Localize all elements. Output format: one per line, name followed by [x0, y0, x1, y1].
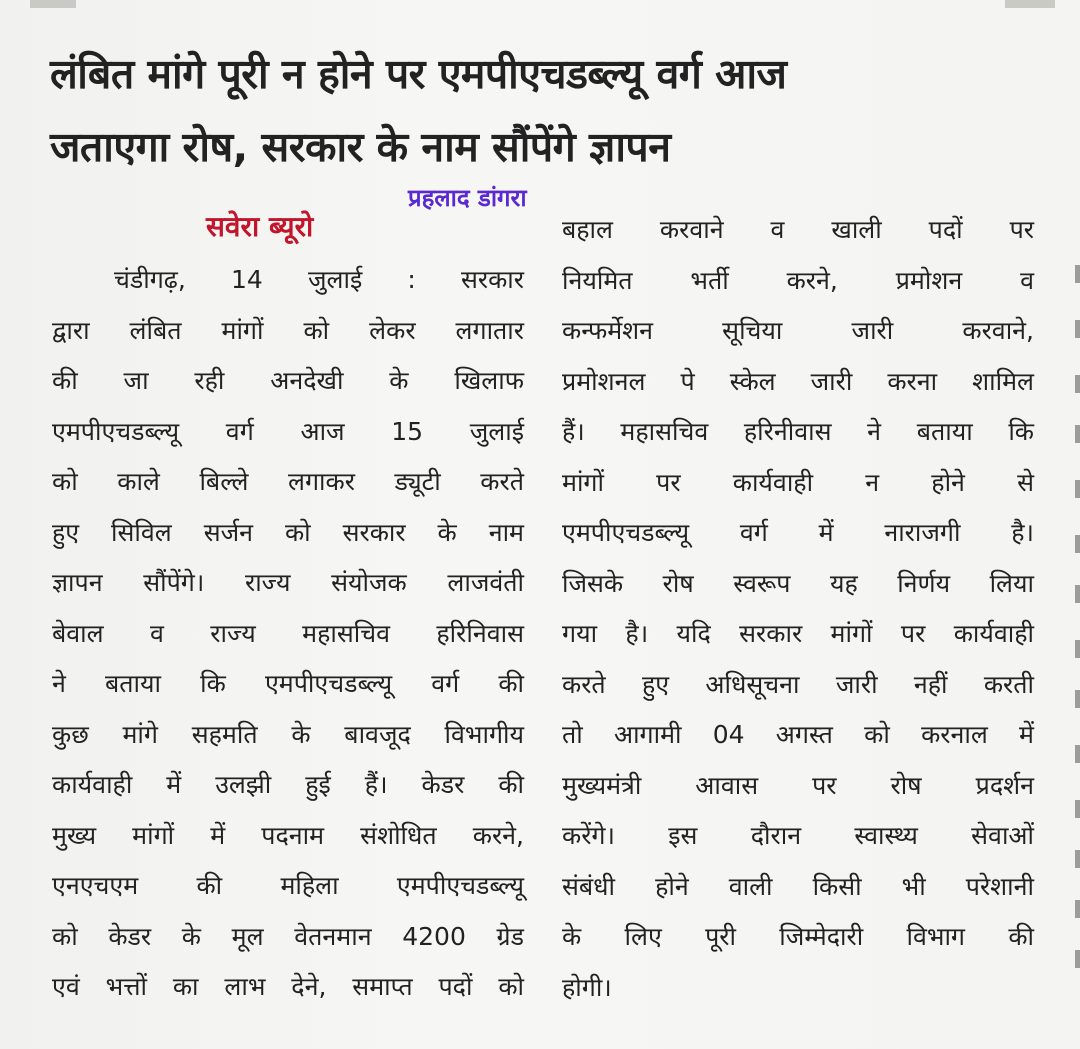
- article-line: की जा रही अनदेखी के खिलाफ: [52, 366, 524, 395]
- article-line: तो आगामी 04 अगस्त को करनाल में: [562, 720, 1034, 749]
- photo-credit: प्रहलाद डांगरा: [408, 184, 527, 212]
- headline-line-2: जताएगा रोष, सरकार के नाम सौंपेंगे ज्ञापन: [50, 123, 671, 171]
- article-line: कन्फर्मेशन सूचिया जारी करवाने,: [562, 316, 1034, 345]
- top-edge-marks: [0, 0, 1080, 14]
- headline: [50, 38, 1040, 184]
- article-line: संबंधी होने वाली किसी भी परेशानी: [562, 871, 1034, 901]
- article-line: बहाल करवाने व खाली पदों पर: [562, 215, 1034, 244]
- adjacent-column-edge: [1066, 200, 1080, 1020]
- article-line: प्रमोशनल पे स्केल जारी करना शामिल: [562, 366, 1034, 396]
- article-line: करते हुए अधिसूचना जारी नहीं करती: [562, 669, 1034, 699]
- article-line: को काले बिल्ले लगाकर ड्यूटी करते: [52, 467, 524, 496]
- article-line: द्वारा लंबित मांगों को लेकर लगातार: [52, 315, 524, 345]
- article-column-right: [562, 205, 1034, 1013]
- article-line: चंडीगढ़, 14 जुलाई : सरकार: [114, 265, 524, 294]
- article-column-left: [52, 255, 524, 1013]
- article-line: गया है। यदि सरकार मांगों पर कार्यवाही: [562, 619, 1034, 648]
- article-line: ज्ञापन सौंपेंगे। राज्य संयोजक लाजवंती: [52, 568, 524, 597]
- article-line: एमपीएचडब्ल्यू वर्ग में नाराजगी है।: [562, 518, 1034, 547]
- article-line: जिसके रोष स्वरूप यह निर्णय लिया: [562, 568, 1034, 598]
- article-line: कार्यवाही में उलझी हुई हैं। केडर की: [52, 770, 524, 799]
- article-line: मुख्य मांगों में पदनाम संशोधित करने,: [52, 820, 524, 850]
- article-line: करेंगे। इस दौरान स्वास्थ्य सेवाओं: [562, 821, 1034, 850]
- article-line: ने बताया कि एमपीएचडब्ल्यू वर्ग की: [52, 669, 524, 698]
- article-line: कुछ मांगे सहमति के बावजूद विभागीय: [52, 719, 524, 749]
- headline-line-1: लंबित मांगे पूरी न होने पर एमपीएचडब्ल्यू वर्ग आज: [50, 50, 787, 98]
- article-line: होगी।: [562, 972, 612, 1002]
- article-line: मांगों पर कार्यवाही न होने से: [562, 467, 1034, 497]
- article-line: को केडर के मूल वेतनमान 4200 ग्रेड: [52, 921, 524, 951]
- article-line: नियमित भर्ती करने, प्रमोशन व: [562, 265, 1034, 295]
- article-line: बेवाल व राज्य महासचिव हरिनिवास: [52, 618, 524, 648]
- article-line: एवं भत्तों का लाभ देने, समाप्त पदों को: [52, 972, 524, 1001]
- byline: सवेरा ब्यूरो: [206, 210, 314, 243]
- article-line: एनएचएम की महिला एमपीएचडब्ल्यू: [52, 871, 524, 900]
- article-line: हुए सिविल सर्जन को सरकार के नाम: [52, 517, 524, 547]
- article-line: मुख्यमंत्री आवास पर रोष प्रदर्शन: [562, 770, 1034, 800]
- article-line: के लिए पूरी जिम्मेदारी विभाग की: [562, 922, 1034, 951]
- article-line: एमपीएचडब्ल्यू वर्ग आज 15 जुलाई: [52, 416, 524, 446]
- article-line: हैं। महासचिव हरिनीवास ने बताया कि: [562, 417, 1034, 446]
